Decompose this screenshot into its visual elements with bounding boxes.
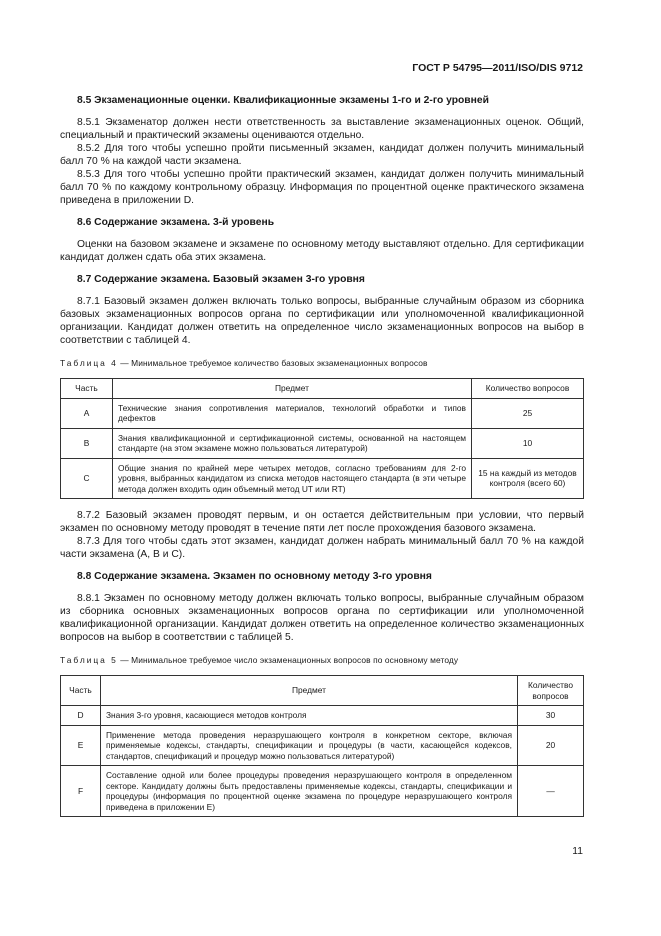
cell-subject: Составление одной или более процедуры проведения неразрушающего контроля в определенном секторе. Кандидату должны быть предоставлены применяемые кодексы, стандарты, спецификации и процедуры (информация по процентной оценке экзамена по процедуре неразрушающего контроля приведена в приложении Е) xyxy=(101,766,518,817)
section-8-8-heading: 8.8 Содержание экзамена. Экзамен по основному методу 3-го уровня xyxy=(77,571,432,582)
table-5-caption-label: Таблица 5 xyxy=(60,655,118,665)
cell-part: С xyxy=(61,458,113,499)
paragraph-8-7-1: 8.7.1 Базовый экзамен должен включать только вопросы, выбранные случайным образом из сборника базовых экзаменационных вопросов органа по сертификации или уполномоченной квалификационной организации. Кандидат должен ответить на определенное число экзаменационных вопросов на выбор в соответствии с таблицей 4. xyxy=(60,296,584,346)
page-number: 11 xyxy=(572,846,583,857)
paragraph-8-5-1: 8.5.1 Экзаменатор должен нести ответственность за выставление экзаменационных оценок. Общий, специальный и практический экзамены оцениваются отдельно. xyxy=(60,117,584,141)
paragraph-8-7-3: 8.7.3 Для того чтобы сдать этот экзамен, кандидат должен набрать минимальный балл 70 % на каждой части экзамена (А, В и С). xyxy=(60,536,584,560)
cell-count: 10 xyxy=(472,428,584,458)
table-header-row xyxy=(61,676,584,706)
cell-part: В xyxy=(61,428,113,458)
header-count: Количество вопросов xyxy=(518,676,584,706)
table-5-caption xyxy=(60,654,584,667)
table-row xyxy=(61,766,584,817)
paragraph-8-5-3: 8.5.3 Для того чтобы успешно пройти практический экзамен, кандидат должен получить минимальный балл 70 % по каждому контрольному образцу. Информация по процентной оценке практического экзамена приведена в приложении D. xyxy=(60,169,584,206)
paragraph-8-7-2: 8.7.2 Базовый экзамен проводят первым, и он остается действительным при условии, что первый экзамен по основному методу проводят в течение пяти лет после прохождения базового экзамена. xyxy=(60,510,584,534)
cell-subject: Знания 3-го уровня, касающиеся методов контроля xyxy=(101,706,518,726)
table-4-caption-label: Таблица 4 xyxy=(60,358,118,368)
table-row xyxy=(61,458,584,499)
cell-count: 15 на каждый из методов контроля (всего 60) xyxy=(472,458,584,499)
table-4-caption-text: — Минимальное требуемое количество базовых экзаменационных вопросов xyxy=(120,358,428,368)
cell-part: F xyxy=(61,766,101,817)
cell-subject: Применение метода проведения неразрушающего контроля в конкретном секторе, включая применяемые кодексы, стандарты, спецификации и процедуры (в части, касающейся кодексов, стандартов, спецификаций и процедур можно пользоваться литературой) xyxy=(101,725,518,766)
table-row xyxy=(61,706,584,726)
table-5-caption-text: — Минимальное требуемое число экзаменационных вопросов по основному методу xyxy=(120,655,459,665)
cell-part: Е xyxy=(61,725,101,766)
cell-count: 25 xyxy=(472,398,584,428)
section-8-6-heading: 8.6 Содержание экзамена. 3-й уровень xyxy=(77,217,275,228)
cell-subject: Общие знания по крайней мере четырех методов, согласно требованиям для 2-го уровня, выбранных кандидатом из списка методов настоящего стандарта (в эти четыре метода должен входить один объемный метод UT или RT) xyxy=(113,458,472,499)
table-row xyxy=(61,725,584,766)
section-8-7-heading: 8.7 Содержание экзамена. Базовый экзамен 3-го уровня xyxy=(77,274,365,285)
cell-subject: Технические знания сопротивления материалов, технологий обработки и типов дефектов xyxy=(113,398,472,428)
paragraph-8-8-1: 8.8.1 Экзамен по основному методу должен включать только вопросы, выбранные случайным образом из сборника основных экзаменационных вопросов органа по сертификации или уполномоченной квалификационной организации. Кандидат должен ответить на определенное количество экзаменационных вопросов на выбор в соответствии с таблицей 5. xyxy=(60,593,584,643)
table-row xyxy=(61,428,584,458)
document-header: ГОСТ Р 54795—2011/ISO/DIS 9712 xyxy=(412,62,583,74)
header-subject: Предмет xyxy=(113,379,472,399)
paragraph-8-5-2: 8.5.2 Для того чтобы успешно пройти письменный экзамен, кандидат должен получить минимальный балл 70 % на каждой части экзамена. xyxy=(60,143,584,167)
table-header-row xyxy=(61,379,584,399)
cell-count: 30 xyxy=(518,706,584,726)
header-part: Часть xyxy=(61,676,101,706)
header-count: Количество вопросов xyxy=(472,379,584,399)
section-8-5-heading: 8.5 Экзаменационные оценки. Квалификационные экзамены 1-го и 2-го уровней xyxy=(77,95,489,106)
header-subject: Предмет xyxy=(101,676,518,706)
cell-subject: Знания квалификационной и сертификационной системы, основанной на настоящем стандарте (на этом экзамене можно пользоваться литературой) xyxy=(113,428,472,458)
table-4 xyxy=(60,378,584,499)
cell-count: — xyxy=(518,766,584,817)
page-content xyxy=(60,94,584,817)
table-4-caption xyxy=(60,357,584,370)
cell-part: D xyxy=(61,706,101,726)
cell-count: 20 xyxy=(518,725,584,766)
cell-part: А xyxy=(61,398,113,428)
paragraph-8-6: Оценки на базовом экзамене и экзамене по основному методу выставляют отдельно. Для сертификации кандидат должен сдать оба этих экзамена. xyxy=(60,239,584,263)
header-part: Часть xyxy=(61,379,113,399)
table-5 xyxy=(60,675,584,817)
table-row xyxy=(61,398,584,428)
